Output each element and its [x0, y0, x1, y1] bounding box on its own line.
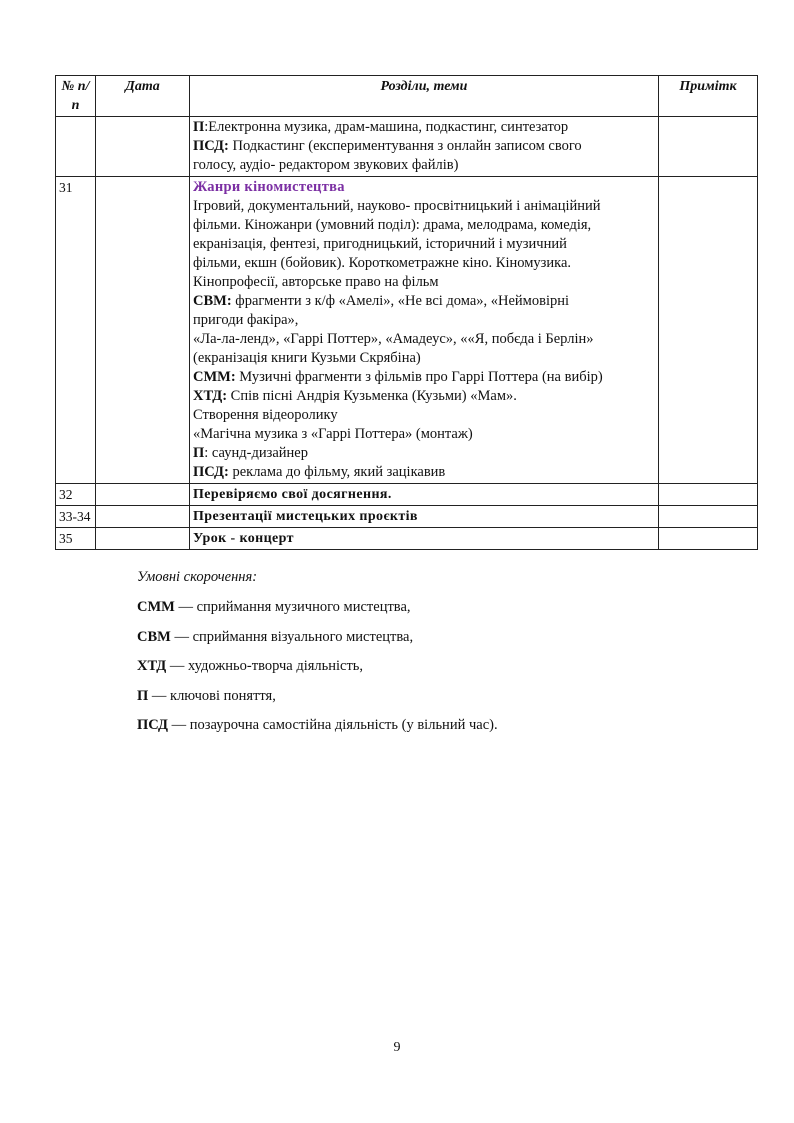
table-row-31 [56, 177, 758, 484]
legend-abbr: СММ [137, 599, 175, 615]
line-text: (екранізація книги Кузьми Скрябіна) [193, 350, 421, 366]
line-text: фрагменти з к/ф «Амелі», «Не всі дома», «Неймовірні [231, 293, 570, 309]
topic-line [193, 330, 655, 349]
line-text: «Магічна музика з «Гаррі Поттера» (монтаж) [193, 426, 473, 442]
legend-item [137, 687, 498, 706]
legend-abbr: ПСД [137, 717, 169, 733]
line-text: голосу, аудіо- редактором звукових файлів) [193, 157, 459, 173]
cell-num [56, 117, 96, 177]
abbr: П [193, 119, 205, 135]
abbr: СММ: [193, 369, 236, 385]
topic-line [193, 292, 655, 311]
abbr: ПСД: [193, 138, 229, 154]
cell-date [96, 177, 190, 484]
line-text: фільми. Кіножанри (умовний поділ): драма, мелодрама, комедія, [193, 217, 592, 233]
legend-text: — художньо-творча діяльність, [166, 658, 364, 674]
line-text: пригоди факіра», [193, 312, 299, 328]
legend-item [137, 716, 498, 735]
section-title: Жанри кіномистецтва [193, 179, 345, 195]
topic-line [193, 311, 655, 330]
legend-abbr: ХТД [137, 658, 167, 674]
legend-abbr: СВМ [137, 628, 171, 645]
table-header-row [56, 76, 758, 117]
cell-topics: Перевіряємо свої досягнення. [190, 484, 659, 506]
table-row-continued [56, 117, 758, 177]
topic-line [193, 406, 655, 425]
line-text: Ігровий, документальний, науково- просвітницький і анімаційний [193, 198, 601, 214]
legend-title: Умовні скорочення: [137, 569, 258, 585]
cell-note [659, 117, 758, 177]
cell-date [96, 528, 190, 550]
cell-num: 33-34 [56, 506, 96, 528]
legend-item [137, 628, 498, 647]
line-text: екранізація, фентезі, пригодницький, історичний і музичний [193, 236, 567, 252]
topic-line [193, 368, 655, 387]
topic-line [193, 444, 655, 463]
topic-line [193, 235, 655, 254]
line-text: реклама до фільму, який зацікавив [228, 464, 446, 480]
line-text: «Ла-ла-ленд», «Гаррі Поттер», «Амадеус», ««Я, побєда і Берлін» [193, 331, 594, 347]
abbr: СВМ: [193, 293, 232, 309]
header-date: Дата [96, 76, 190, 117]
line-text: Створення відеоролику [193, 407, 338, 423]
topic-line [193, 425, 655, 444]
header-topics: Розділи, теми [190, 76, 659, 117]
topic-line [193, 349, 655, 368]
line-text: Музичні фрагменти з фільмів про Гаррі Поттера (на вибір) [235, 369, 603, 385]
line-text: фільми, екшн (бойовик). Короткометражне кіно. Кіномузика. [193, 255, 572, 271]
cell-date [96, 506, 190, 528]
abbr: ПСД: [193, 464, 229, 480]
header-note: Примітк [659, 76, 758, 117]
line-text: :Електронна музика, драм-машина, подкастинг, синтезатор [204, 119, 569, 135]
cell-num: 31 [56, 177, 96, 484]
cell-note [659, 484, 758, 506]
legend-item [137, 657, 498, 676]
topic-line [193, 254, 655, 273]
cell-topics: Урок - концерт [190, 528, 659, 550]
topic-line [193, 216, 655, 235]
cell-date [96, 117, 190, 177]
topic-line [193, 387, 655, 406]
legend-text: — сприймання музичного мистецтва, [174, 599, 411, 615]
table-row-33-34 [56, 506, 758, 528]
line-text: Спів пісні Андрія Кузьменка (Кузьми) «Мам». [227, 388, 517, 404]
legend-text: — позаурочна самостійна діяльність (у вільний час). [168, 717, 498, 733]
topic-line [193, 273, 655, 292]
table-row-32 [56, 484, 758, 506]
cell-topics [190, 177, 659, 484]
cell-note [659, 177, 758, 484]
table-row-35 [56, 528, 758, 550]
topic-line [193, 156, 655, 175]
abbreviations-legend [137, 568, 498, 746]
line-text: : саунд-дизайнер [204, 445, 308, 461]
abbr: П [193, 445, 205, 461]
cell-note [659, 528, 758, 550]
legend-abbr: П [137, 687, 149, 704]
legend-text: — сприймання візуального мистецтва, [170, 628, 414, 645]
line-text: Подкастинг (експериментування з онлайн записом свого [228, 138, 582, 154]
cell-num: 35 [56, 528, 96, 550]
abbr: ХТД: [193, 388, 228, 404]
page-number: 9 [393, 1040, 401, 1055]
cell-num: 32 [56, 484, 96, 506]
header-num: № п/п [56, 76, 96, 117]
topic-line [193, 463, 655, 482]
topic-line [193, 118, 655, 137]
lesson-plan-table [55, 75, 758, 550]
cell-topics [190, 117, 659, 177]
legend-text: — ключові поняття, [148, 687, 276, 704]
cell-topics: Презентації мистецьких проєктів [190, 506, 659, 528]
cell-note [659, 506, 758, 528]
line-text: Кінопрофесії, авторське право на фільм [193, 274, 439, 290]
topic-line [193, 197, 655, 216]
topic-line [193, 137, 655, 156]
cell-date [96, 484, 190, 506]
legend-item [137, 598, 498, 617]
